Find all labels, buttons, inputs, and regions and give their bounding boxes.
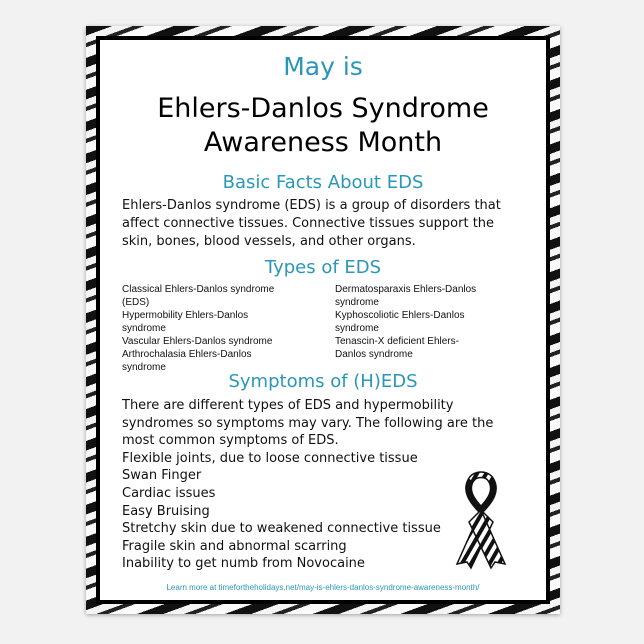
title-awareness: Awareness Month bbox=[203, 127, 443, 158]
symptom-line: Cardiac issues bbox=[122, 485, 216, 501]
symptom-line: Fragile skin and abnormal scarring bbox=[122, 538, 347, 554]
symptom-line: Easy Bruising bbox=[122, 503, 210, 519]
poster bbox=[86, 26, 560, 614]
type-line: syndrome bbox=[335, 297, 379, 308]
symptom-line: Swan Finger bbox=[122, 468, 202, 484]
title-month: May is bbox=[283, 52, 363, 81]
footer-link[interactable]: Learn more at timefortheholidays.net/may-is-ehlers-danlos-syndrome-awareness-month/ bbox=[166, 583, 480, 592]
type-line: Classical Ehlers-Danlos syndrome bbox=[122, 284, 275, 295]
symptom-line: There are different types of EDS and hypermobility bbox=[122, 398, 454, 413]
basic-facts-line: skin, bones, blood vessels, and other organs. bbox=[122, 234, 416, 249]
title-condition: Ehlers-Danlos Syndrome bbox=[157, 93, 489, 124]
type-line: Arthrochalasia Ehlers-Danlos bbox=[122, 349, 252, 360]
symptom-line: Flexible joints, due to loose connective tissue bbox=[122, 450, 418, 466]
type-line: Danlos syndrome bbox=[335, 349, 413, 360]
type-line: Vascular Ehlers-Danlos syndrome bbox=[122, 336, 273, 347]
type-line: (EDS) bbox=[122, 297, 150, 308]
basic-facts-line: affect connective tissues. Connective tissues support the bbox=[122, 216, 495, 231]
type-line: Dermatosparaxis Ehlers-Danlos bbox=[335, 284, 477, 295]
types-right-column bbox=[335, 283, 535, 361]
poster-frame bbox=[96, 36, 550, 604]
symptom-line: Stretchy skin due to weakened connective tissue bbox=[122, 521, 441, 537]
poster-content bbox=[99, 39, 547, 601]
type-line: Hypermobility Ehlers-Danlos bbox=[122, 310, 249, 321]
basic-facts-line: Ehlers-Danlos syndrome (EDS) is a group of disorders that bbox=[122, 198, 501, 213]
type-line: syndrome bbox=[122, 323, 166, 334]
type-line: Tenascin-X deficient Ehlers- bbox=[335, 336, 459, 347]
symptoms-heading: Symptoms of (H)EDS bbox=[228, 371, 418, 392]
type-line: syndrome bbox=[335, 323, 379, 334]
symptom-line: most common symptoms of EDS. bbox=[122, 433, 339, 449]
zebra-ribbon-icon bbox=[449, 470, 513, 570]
basic-facts-text bbox=[122, 197, 532, 251]
symptom-line: syndromes so symptoms may vary. The following are the bbox=[122, 415, 494, 431]
types-heading: Types of EDS bbox=[264, 257, 382, 278]
type-line: Kyphoscoliotic Ehlers-Danlos bbox=[335, 310, 465, 321]
symptom-line: Inability to get numb from Novocaine bbox=[122, 556, 365, 572]
basic-facts-heading: Basic Facts About EDS bbox=[222, 172, 424, 193]
type-line: syndrome bbox=[122, 362, 166, 373]
types-left-column bbox=[122, 283, 322, 374]
